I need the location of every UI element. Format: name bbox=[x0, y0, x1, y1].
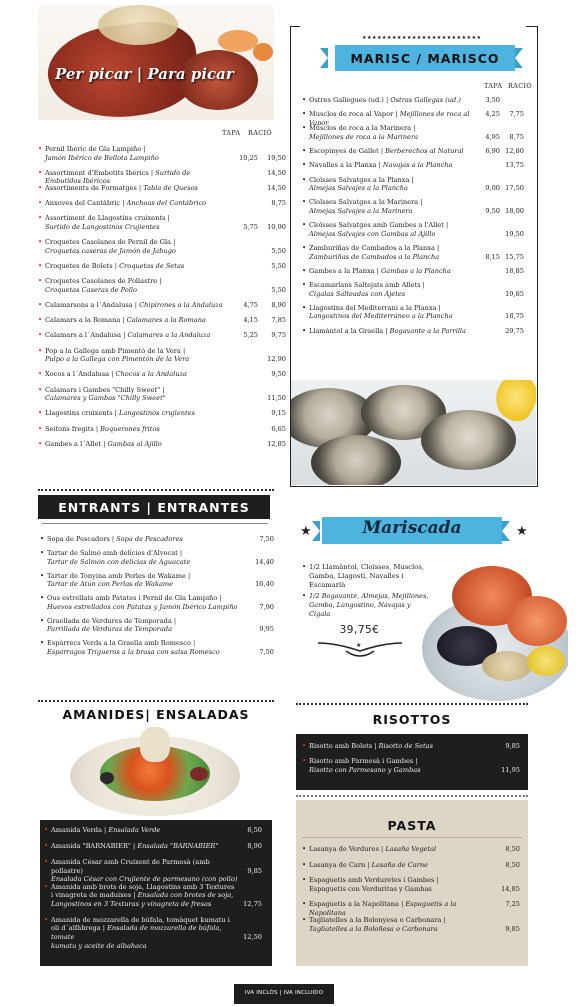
risottos-title: RISOTTOS bbox=[372, 712, 452, 727]
svg-text:★: ★ bbox=[356, 642, 362, 649]
price-racio: 12,85 bbox=[267, 439, 286, 448]
item-name: Croquetes Casolanes de Pollastre | bbox=[45, 277, 162, 286]
item-name-es: Langostinos del Mediterráneo a la Plancha bbox=[309, 312, 453, 321]
item-name: Musclos de roca al Vapor | bbox=[309, 110, 400, 119]
item-name: Seitons fregits | bbox=[45, 424, 101, 433]
price-racio: 14,50 bbox=[267, 184, 286, 192]
ribbon-tail-right bbox=[502, 521, 510, 541]
bullet-icon: • bbox=[38, 409, 43, 418]
bullet-icon: • bbox=[302, 161, 307, 170]
item-name: Amanida César amb Cruixent de Parmesà (amb pollastre) bbox=[51, 858, 210, 875]
item-name: Croquetes de Bolets | bbox=[45, 262, 120, 270]
item-name: i vinagreta de maduixes | bbox=[51, 891, 138, 900]
item-name: Amanida de mozzarella de búfala, tomàquet kumatu i bbox=[51, 915, 230, 924]
item-name: Tagliatelles a la Bolonyesa o Carbonara | bbox=[309, 916, 446, 924]
bullet-icon: • bbox=[38, 385, 43, 394]
bullet-icon: • bbox=[302, 326, 307, 335]
item-name-es: Ostras Gallegas (ud.) bbox=[390, 96, 461, 104]
price-racio: 16,40 bbox=[255, 580, 274, 589]
item-name-es: Almejas Salvajes a la Plancha bbox=[309, 184, 408, 193]
item-name-es: Ensalada de mozzarella de búfala, tomate bbox=[51, 924, 222, 941]
price-racio: 9,15 bbox=[271, 409, 286, 418]
price-racio: 19,85 bbox=[505, 289, 524, 298]
marisc-col-racio: RACIÓ bbox=[508, 82, 532, 90]
bullet-icon: • bbox=[302, 592, 307, 600]
price-racio: 18,00 bbox=[505, 206, 524, 215]
item-name-es: Croquetas Caseras de Pollo bbox=[45, 285, 137, 294]
item-name-es: Bogavante a la Parrilla bbox=[389, 326, 466, 335]
price-racio: 7,90 bbox=[259, 602, 274, 611]
item-name: Llagostins cruixents | bbox=[45, 409, 119, 418]
item-name-es: Langostinos crujientes bbox=[119, 409, 195, 418]
item-name-es: Gambas al Ajillo bbox=[107, 439, 162, 448]
bullet-icon: • bbox=[40, 639, 45, 648]
bullet-icon: • bbox=[302, 147, 307, 156]
price-racio: 7,50 bbox=[259, 535, 274, 543]
item-name: Lasanya de Verdures | bbox=[309, 845, 386, 853]
price-racio: 12,90 bbox=[267, 355, 286, 364]
item-name: Ous estrellats amb Patates i Pernil de Gla Lampiño | bbox=[47, 594, 222, 603]
item-name-es: Ensalada Verde bbox=[108, 826, 161, 834]
bullet-icon: • bbox=[40, 616, 45, 625]
item-name-es: Sopa de Pescadores bbox=[116, 535, 183, 543]
price-racio: 8,50 bbox=[505, 860, 520, 869]
ribbon-tail-left bbox=[320, 48, 328, 68]
price-racio: 5,50 bbox=[271, 246, 286, 255]
bullet-icon: • bbox=[302, 742, 307, 750]
divider bbox=[38, 700, 274, 702]
bullet-icon: • bbox=[38, 439, 43, 448]
box-corner bbox=[526, 26, 537, 27]
price-racio: 15,75 bbox=[505, 252, 524, 261]
item-name: Escamarlans Saltejats amb Allets | bbox=[309, 281, 425, 289]
bullet-icon: • bbox=[44, 858, 49, 866]
item-name-es: Mejillones de roca al Vapor bbox=[309, 110, 470, 127]
item-name: Musclos de roca a la Marinera | bbox=[309, 124, 416, 133]
divider bbox=[38, 489, 274, 491]
item-name: Assortiment d'Embotits Ibèrics | bbox=[45, 168, 156, 177]
item-name-es: Navajas a la Plancha bbox=[382, 161, 453, 170]
item-name: Cloïsses Salvatges a la Marinera | bbox=[309, 198, 423, 207]
item-name: Gambes a la Planxa | bbox=[309, 266, 382, 275]
price-racio: 7,25 bbox=[505, 900, 520, 909]
price-racio: 14,40 bbox=[255, 557, 274, 566]
bullet-icon: • bbox=[44, 882, 49, 891]
item-name: Graellada de Verdures de Temporada | bbox=[47, 616, 177, 625]
item-name-es: Tartar de Atún con Perlas de Wakame bbox=[47, 580, 174, 589]
picar-title: Per picar | Para picar bbox=[55, 65, 234, 83]
item-name-es: Tartar de Salmón con delicias de Aguacate bbox=[47, 557, 191, 566]
item-name-es: Lasaña Vegetal bbox=[385, 845, 437, 853]
bullet-icon: • bbox=[38, 145, 43, 153]
octopus-photo bbox=[38, 5, 274, 120]
item-name: Calamarsons a l´Andalusa | bbox=[45, 301, 140, 309]
item-name-es: Gambas a la Plancha bbox=[381, 266, 451, 275]
item-name: Amanida "BARNABIER" | bbox=[51, 842, 138, 850]
mariscada-title: Mariscada bbox=[362, 518, 462, 538]
bullet-icon: • bbox=[302, 244, 307, 252]
marisc-title: MARISC / MARISCO bbox=[350, 51, 500, 66]
star-icon: ★ bbox=[516, 524, 528, 539]
item-name: Espaguetis a la Napolitana | bbox=[309, 900, 406, 909]
bullet-icon: • bbox=[40, 535, 45, 543]
price-tapa: 8,15 bbox=[485, 252, 500, 261]
item-name-es: Boquerones fritos bbox=[100, 424, 160, 433]
item-name: Tartar de Salmó amb delícies d'Alvocat | bbox=[47, 549, 183, 557]
item-name: Sopa de Pescadors | bbox=[47, 535, 117, 543]
item-name: Espaguetis amb Verduretes i Gambes | bbox=[309, 876, 439, 885]
price-racio: 14,50 bbox=[267, 168, 286, 177]
item-name-es: Tabla de Quesos bbox=[143, 184, 198, 192]
item-name: Cloïsses Salvatges a la Planxa | bbox=[309, 175, 414, 184]
item-name-es: Surtido de Embutidos Ibéricos bbox=[45, 168, 191, 186]
entrants-header bbox=[38, 495, 270, 519]
bullet-icon: • bbox=[302, 916, 307, 924]
bullet-icon: • bbox=[302, 860, 307, 869]
price-tapa: 4,95 bbox=[485, 132, 500, 141]
price-tapa: 4,75 bbox=[243, 301, 258, 309]
item-name: Gambes a l´Allet | bbox=[45, 439, 108, 448]
item-name: Ostres Gallegues (ud.) | bbox=[309, 96, 391, 104]
item-name: Assortiment de Llagostins cruixents | bbox=[45, 214, 170, 223]
bullet-icon: • bbox=[38, 346, 43, 355]
ornament-icon bbox=[316, 639, 404, 659]
item-name-es: kumatu y aceite de albahaca bbox=[51, 941, 147, 950]
item-name: Anxoves del Cantàbric | bbox=[45, 199, 127, 208]
item-name-es: Anchoas del Cantábrico bbox=[126, 199, 207, 208]
bullet-icon: • bbox=[302, 110, 307, 119]
bullet-icon: • bbox=[38, 214, 43, 223]
item-name: Llamàntol a la Graella | bbox=[309, 326, 390, 335]
price-racio: 10,90 bbox=[267, 222, 286, 231]
entrants-title: ENTRANTS | ENTRANTES bbox=[58, 500, 250, 515]
bullet-icon: • bbox=[302, 221, 307, 230]
item-name: Llagostins del Mediterrani a la Planxa | bbox=[309, 303, 441, 312]
footer-text: IVA INCLÒS | IVA INCLUIDO bbox=[244, 990, 324, 996]
price-racio: 8,75 bbox=[509, 132, 524, 141]
bullet-icon: • bbox=[38, 424, 43, 433]
bullet-icon: • bbox=[38, 168, 43, 177]
bullet-icon: • bbox=[38, 262, 43, 270]
item-name: Risotto amb Parmesà i Gambes | bbox=[309, 757, 418, 765]
item-name-es: Cigalas Salteadas con Ajetes bbox=[309, 289, 406, 298]
bullet-icon: • bbox=[302, 266, 307, 275]
item-name-es: Mejillones de roca a la Marinera bbox=[309, 132, 419, 141]
price-racio: 5,50 bbox=[271, 262, 286, 270]
item-name-es: Berberechos al Natural bbox=[385, 147, 464, 156]
price-racio: 7,75 bbox=[509, 110, 524, 119]
price-tapa: 4,25 bbox=[485, 110, 500, 119]
bullet-icon: • bbox=[302, 563, 307, 571]
picar-col-tapa: TAPA bbox=[222, 129, 241, 137]
bullet-icon: • bbox=[38, 316, 43, 325]
ribbon-tail-left bbox=[312, 521, 320, 541]
item-name: Amanida Verda | bbox=[51, 826, 109, 834]
oysters-photo bbox=[291, 380, 536, 485]
price-tapa: 4,15 bbox=[243, 316, 258, 325]
item-name-es: Surtido de Langostinos Crujientes bbox=[45, 222, 160, 231]
price-racio: 12,75 bbox=[243, 899, 262, 908]
price-racio: 6,50 bbox=[247, 826, 262, 834]
item-name-es: Calamares a la Romana bbox=[126, 316, 206, 325]
item-name: Pernil Ibèric de Gla Lampiño | bbox=[45, 145, 146, 153]
price-racio: 12,80 bbox=[505, 147, 524, 156]
price-tapa: 5,75 bbox=[243, 222, 258, 231]
ribbon-tail-right bbox=[515, 48, 523, 68]
item-name-es: Zamburiñas de Cambados a la Plancha bbox=[309, 252, 440, 261]
bullet-icon: • bbox=[302, 281, 307, 289]
marisc-stars: ★★★★★★★★★★★★★★★★★★★★★★★★ bbox=[362, 35, 482, 41]
star-icon: ★ bbox=[300, 524, 312, 539]
item-name-es: Almejas Salvajes a la Marinera bbox=[309, 206, 413, 215]
price-racio: 12,50 bbox=[243, 932, 262, 941]
price-tapa: 3,50 bbox=[485, 96, 500, 104]
item-name-es: Ensalada César con Crujiente de parmesano (con pollo) bbox=[51, 875, 238, 884]
item-name-es: Almejas Salvajes con Gambas al Ajillo bbox=[309, 229, 436, 238]
price-racio: 8,75 bbox=[271, 199, 286, 208]
item-name: Amanida amb brots de soja, Llagostins amb 3 Textures bbox=[51, 882, 235, 891]
mariscada-desc-ca: 1/2 Llamàntol, Cloïsses, Musclos, Gamba, Llagostí, Navalles i Escamarlà bbox=[309, 563, 425, 589]
item-name-es: Parrillada de Verduras de Temporada bbox=[47, 625, 173, 634]
item-name-es: Espaguetis a la Napolitana bbox=[309, 900, 457, 917]
price-racio: 19,50 bbox=[505, 229, 524, 238]
price-racio: 8,90 bbox=[271, 301, 286, 309]
price-racio: 11,50 bbox=[267, 394, 286, 403]
bullet-icon: • bbox=[40, 571, 45, 580]
item-name-es: Pulpo a la Gallega con Pimentón de la Vera bbox=[45, 355, 190, 364]
price-racio: 7,85 bbox=[271, 316, 286, 325]
rule bbox=[42, 523, 268, 524]
box-corner bbox=[290, 26, 300, 27]
item-name-es: Croquetas de Setas bbox=[119, 262, 185, 270]
price-racio: 7,50 bbox=[259, 647, 274, 656]
mariscada-desc-es: 1/2 Bogavante, Almejas, Mejillones, Gamba, Langostino, Navajas y Cigala bbox=[309, 592, 429, 618]
item-name: Calamars i Gambes "Chilly Sweet" | bbox=[45, 385, 165, 394]
bullet-icon: • bbox=[302, 845, 307, 853]
picar-col-racio: RACIÓ bbox=[248, 129, 272, 137]
mariscada-price: 39,75€ bbox=[339, 624, 380, 636]
bullet-icon: • bbox=[44, 915, 49, 924]
item-name: Espàrrecs Verds a la Graella amb Romesco | bbox=[47, 639, 196, 648]
bullet-icon: • bbox=[302, 303, 307, 312]
price-racio: 9,95 bbox=[259, 625, 274, 634]
price-tapa: 6,90 bbox=[485, 147, 500, 156]
bullet-icon: • bbox=[38, 238, 43, 247]
item-name: Calamars a l´Andalusa | bbox=[45, 331, 128, 340]
price-racio: 18,75 bbox=[505, 312, 524, 321]
salad-photo bbox=[40, 722, 272, 820]
item-name-es: Chipirones a la Andaluza bbox=[139, 301, 223, 309]
price-racio: 11,95 bbox=[501, 765, 520, 774]
bullet-icon: • bbox=[302, 900, 307, 909]
item-name: Lasanya de Carn | bbox=[309, 860, 372, 869]
item-name-es: Ensalada "BARNABIER" bbox=[137, 842, 219, 850]
item-name-es: Ensalada con brotes de soja, bbox=[137, 891, 234, 900]
price-tapa: 10,25 bbox=[239, 153, 258, 162]
item-name-es: Chocos a la Andaluza bbox=[115, 370, 187, 379]
item-name: Risotto amb Bolets | bbox=[309, 742, 379, 750]
item-name-es: Esparragos Trigueros a la brasa con salsa Romesco bbox=[47, 647, 220, 656]
item-name: Escopinyes de Gallet | bbox=[309, 147, 386, 156]
item-name-es: Jamón Ibérico de Bellota Lampiño bbox=[45, 153, 159, 162]
bullet-icon: • bbox=[40, 549, 45, 557]
item-name: Zamburiñas de Cambados a la Planxa | bbox=[309, 244, 440, 252]
bullet-icon: • bbox=[38, 301, 43, 309]
divider bbox=[296, 703, 528, 705]
item-name-es: Croquetas caseras de Jamón de Jabugo bbox=[45, 246, 176, 255]
item-name: Tartar de Tonyina amb Perles de Wakame | bbox=[47, 571, 191, 580]
item-name: Cloïsses Salvatges amb Gambes a l'Allet | bbox=[309, 221, 449, 230]
price-racio: 5,50 bbox=[271, 285, 286, 294]
item-name: oli d´alfàbrega | bbox=[51, 924, 108, 933]
bullet-icon: • bbox=[302, 124, 307, 133]
bullet-icon: • bbox=[302, 876, 307, 885]
item-name-es: Calamares a la Andaluza bbox=[127, 331, 211, 340]
price-tapa: 5,25 bbox=[243, 331, 258, 340]
item-name-es: Lasaña de Carne bbox=[371, 860, 429, 869]
item-name: Croquetes Casolanes de Pernil de Gla | bbox=[45, 238, 176, 247]
item-name-es: Tagliatelles a la Boloñesa o Carbonara bbox=[309, 924, 438, 933]
price-racio: 13,75 bbox=[505, 161, 524, 170]
rule bbox=[302, 837, 522, 838]
seafood-platter-photo bbox=[412, 556, 568, 701]
price-racio: 17,50 bbox=[505, 184, 524, 193]
price-racio: 14,85 bbox=[501, 884, 520, 893]
marisc-col-tapa: TAPA bbox=[484, 82, 503, 90]
item-name-es: Calamares y Gambas "Chilly Sweet" bbox=[45, 394, 166, 403]
bullet-icon: • bbox=[302, 96, 307, 104]
price-racio: 9,85 bbox=[505, 924, 520, 933]
price-racio: 9,85 bbox=[505, 742, 520, 750]
item-name-es: Risotto de Setas bbox=[378, 742, 433, 750]
item-name: Xocos a l´Andalusa | bbox=[45, 370, 116, 379]
bullet-icon: • bbox=[302, 198, 307, 207]
price-tapa: 9,00 bbox=[485, 184, 500, 193]
bullet-icon: • bbox=[44, 842, 49, 850]
bullet-icon: • bbox=[302, 757, 307, 765]
bullet-icon: • bbox=[44, 826, 49, 834]
price-racio: 9,85 bbox=[247, 866, 262, 875]
price-racio: 19,50 bbox=[267, 153, 286, 162]
bullet-icon: • bbox=[38, 370, 43, 379]
bullet-icon: • bbox=[40, 594, 45, 603]
divider bbox=[296, 795, 528, 797]
price-racio: 18,85 bbox=[505, 266, 524, 275]
item-name: Assortiments de Formatges | bbox=[45, 184, 144, 192]
price-racio: 6,65 bbox=[271, 424, 286, 433]
item-name-es: Risotto con Parmesano y Gambas bbox=[309, 765, 421, 774]
price-racio: 9,50 bbox=[271, 370, 286, 379]
bullet-icon: • bbox=[38, 184, 43, 192]
item-name: Pop a la Gallega amb Pimentó de la Vera | bbox=[45, 346, 186, 355]
bullet-icon: • bbox=[38, 331, 43, 340]
pasta-title: PASTA bbox=[387, 818, 437, 833]
bullet-icon: • bbox=[302, 175, 307, 184]
price-racio: 29,75 bbox=[505, 326, 524, 335]
price-racio: 9,75 bbox=[271, 331, 286, 340]
item-name-es: Espaguetis con Verduritas y Gambas bbox=[309, 884, 432, 893]
item-name-es: Langostinos en 3 Texturas y vinagreta de fresas bbox=[51, 899, 212, 908]
item-name-es: Huevos estrellados con Patatas y Jamón Ibérico Lampiño bbox=[47, 602, 238, 611]
bullet-icon: • bbox=[38, 199, 43, 208]
bullet-icon: • bbox=[38, 277, 43, 286]
item-name: Navalles a la Planxa | bbox=[309, 161, 383, 170]
price-racio: 8,90 bbox=[247, 842, 262, 850]
item-name: Calamars a la Romana | bbox=[45, 316, 127, 325]
price-racio: 8,50 bbox=[505, 845, 520, 853]
price-tapa: 9,50 bbox=[485, 206, 500, 215]
amanides-title: AMANIDES| ENSALADAS bbox=[62, 707, 250, 722]
